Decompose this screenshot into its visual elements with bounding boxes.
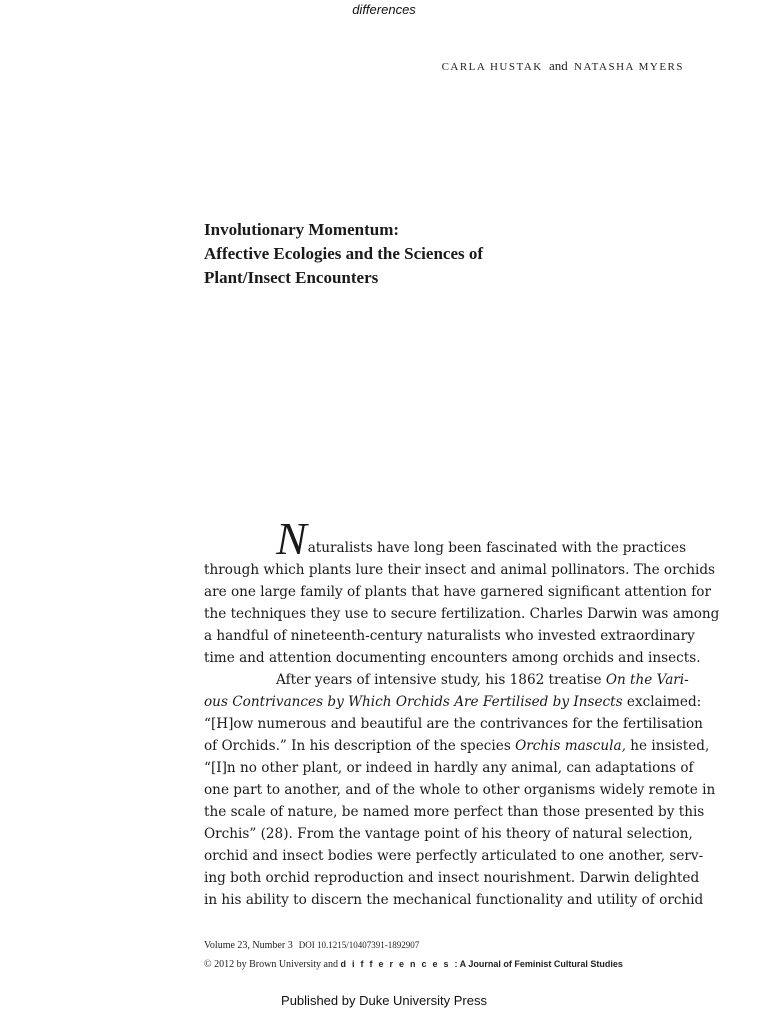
book-title: ous Contrivances by Which Orchids Are Fertilised by Insects [204, 694, 623, 710]
text-line: the scale of nature, be named more perfect than those presented by this [204, 804, 705, 820]
text-line: one part to another, and of the whole to other organisms widely remote in [204, 782, 716, 798]
text-line: “[I]n no other plant, or indeed in hardly any animal, can adaptations of [204, 760, 694, 776]
journal-name: differences [340, 959, 455, 969]
text-line: are one large family of plants that have garnered significant attention for [204, 584, 711, 600]
text-line: through which plants lure their insect and animal pollinators. The orchids [204, 562, 716, 578]
author-name: NATASHA MYERS [574, 61, 684, 73]
copyright: © 2012 by Brown University and [204, 959, 338, 970]
copyright-line [204, 955, 623, 974]
text-line: of Orchids.” In his description of the species Orchis mascula, he insisted, [204, 738, 710, 754]
text-line: ing both orchid reproduction and insect nourishment. Darwin delighted [204, 870, 700, 886]
species-name: Orchis mascula, [515, 738, 626, 754]
paragraph-2 [204, 669, 716, 911]
text-line: After years of intensive study, his 1862 treatise On the Vari- [276, 672, 689, 688]
text-line: ous Contrivances by Which Orchids Are Fertilised by Insects exclaimed: [204, 694, 702, 710]
text-line: Naturalists have long been fascinated with the practices [276, 513, 687, 564]
author-name: CARLA HUSTAK [441, 61, 543, 73]
text-line: orchid and insect bodies were perfectly articulated to one another, serv- [204, 848, 704, 864]
text-line: “[H]ow numerous and beautiful are the contrivances for the fertilisation [204, 716, 703, 732]
book-title: On the Vari- [605, 672, 689, 688]
publisher-credit: Published by Duke University Press [281, 993, 487, 1008]
article-title [204, 218, 684, 290]
title-line: Plant/Insect Encounters [204, 268, 379, 287]
paragraph-1 [204, 513, 720, 669]
article-body [204, 513, 720, 911]
title-line: Involutionary Momentum: [204, 220, 400, 239]
text-line: in his ability to discern the mechanical functionality and utility of orchid [204, 892, 704, 908]
text-line: Orchis” (28). From the vantage point of his theory of natural selection, [204, 826, 693, 842]
publication-metadata [204, 936, 623, 974]
journal-banner: differences [352, 2, 416, 17]
doi: DOI 10.1215/10407391-1892907 [298, 940, 420, 950]
text-line: the techniques they use to secure fertilization. Charles Darwin was among [204, 606, 720, 622]
drop-cap: N [276, 513, 307, 564]
journal-subtitle: : A Journal of Feminist Cultural Studies [454, 959, 623, 969]
volume-number: Volume 23, Number 3 [204, 940, 293, 951]
text-line: time and attention documenting encounters among orchids and insects. [204, 650, 701, 666]
title-line: Affective Ecologies and the Sciences of [204, 244, 484, 263]
author-conjunction: and [548, 58, 568, 73]
text-line: a handful of nineteenth-century naturalists who invested extraordinary [204, 628, 695, 644]
volume-line [204, 936, 623, 955]
running-header-authors [442, 58, 684, 74]
